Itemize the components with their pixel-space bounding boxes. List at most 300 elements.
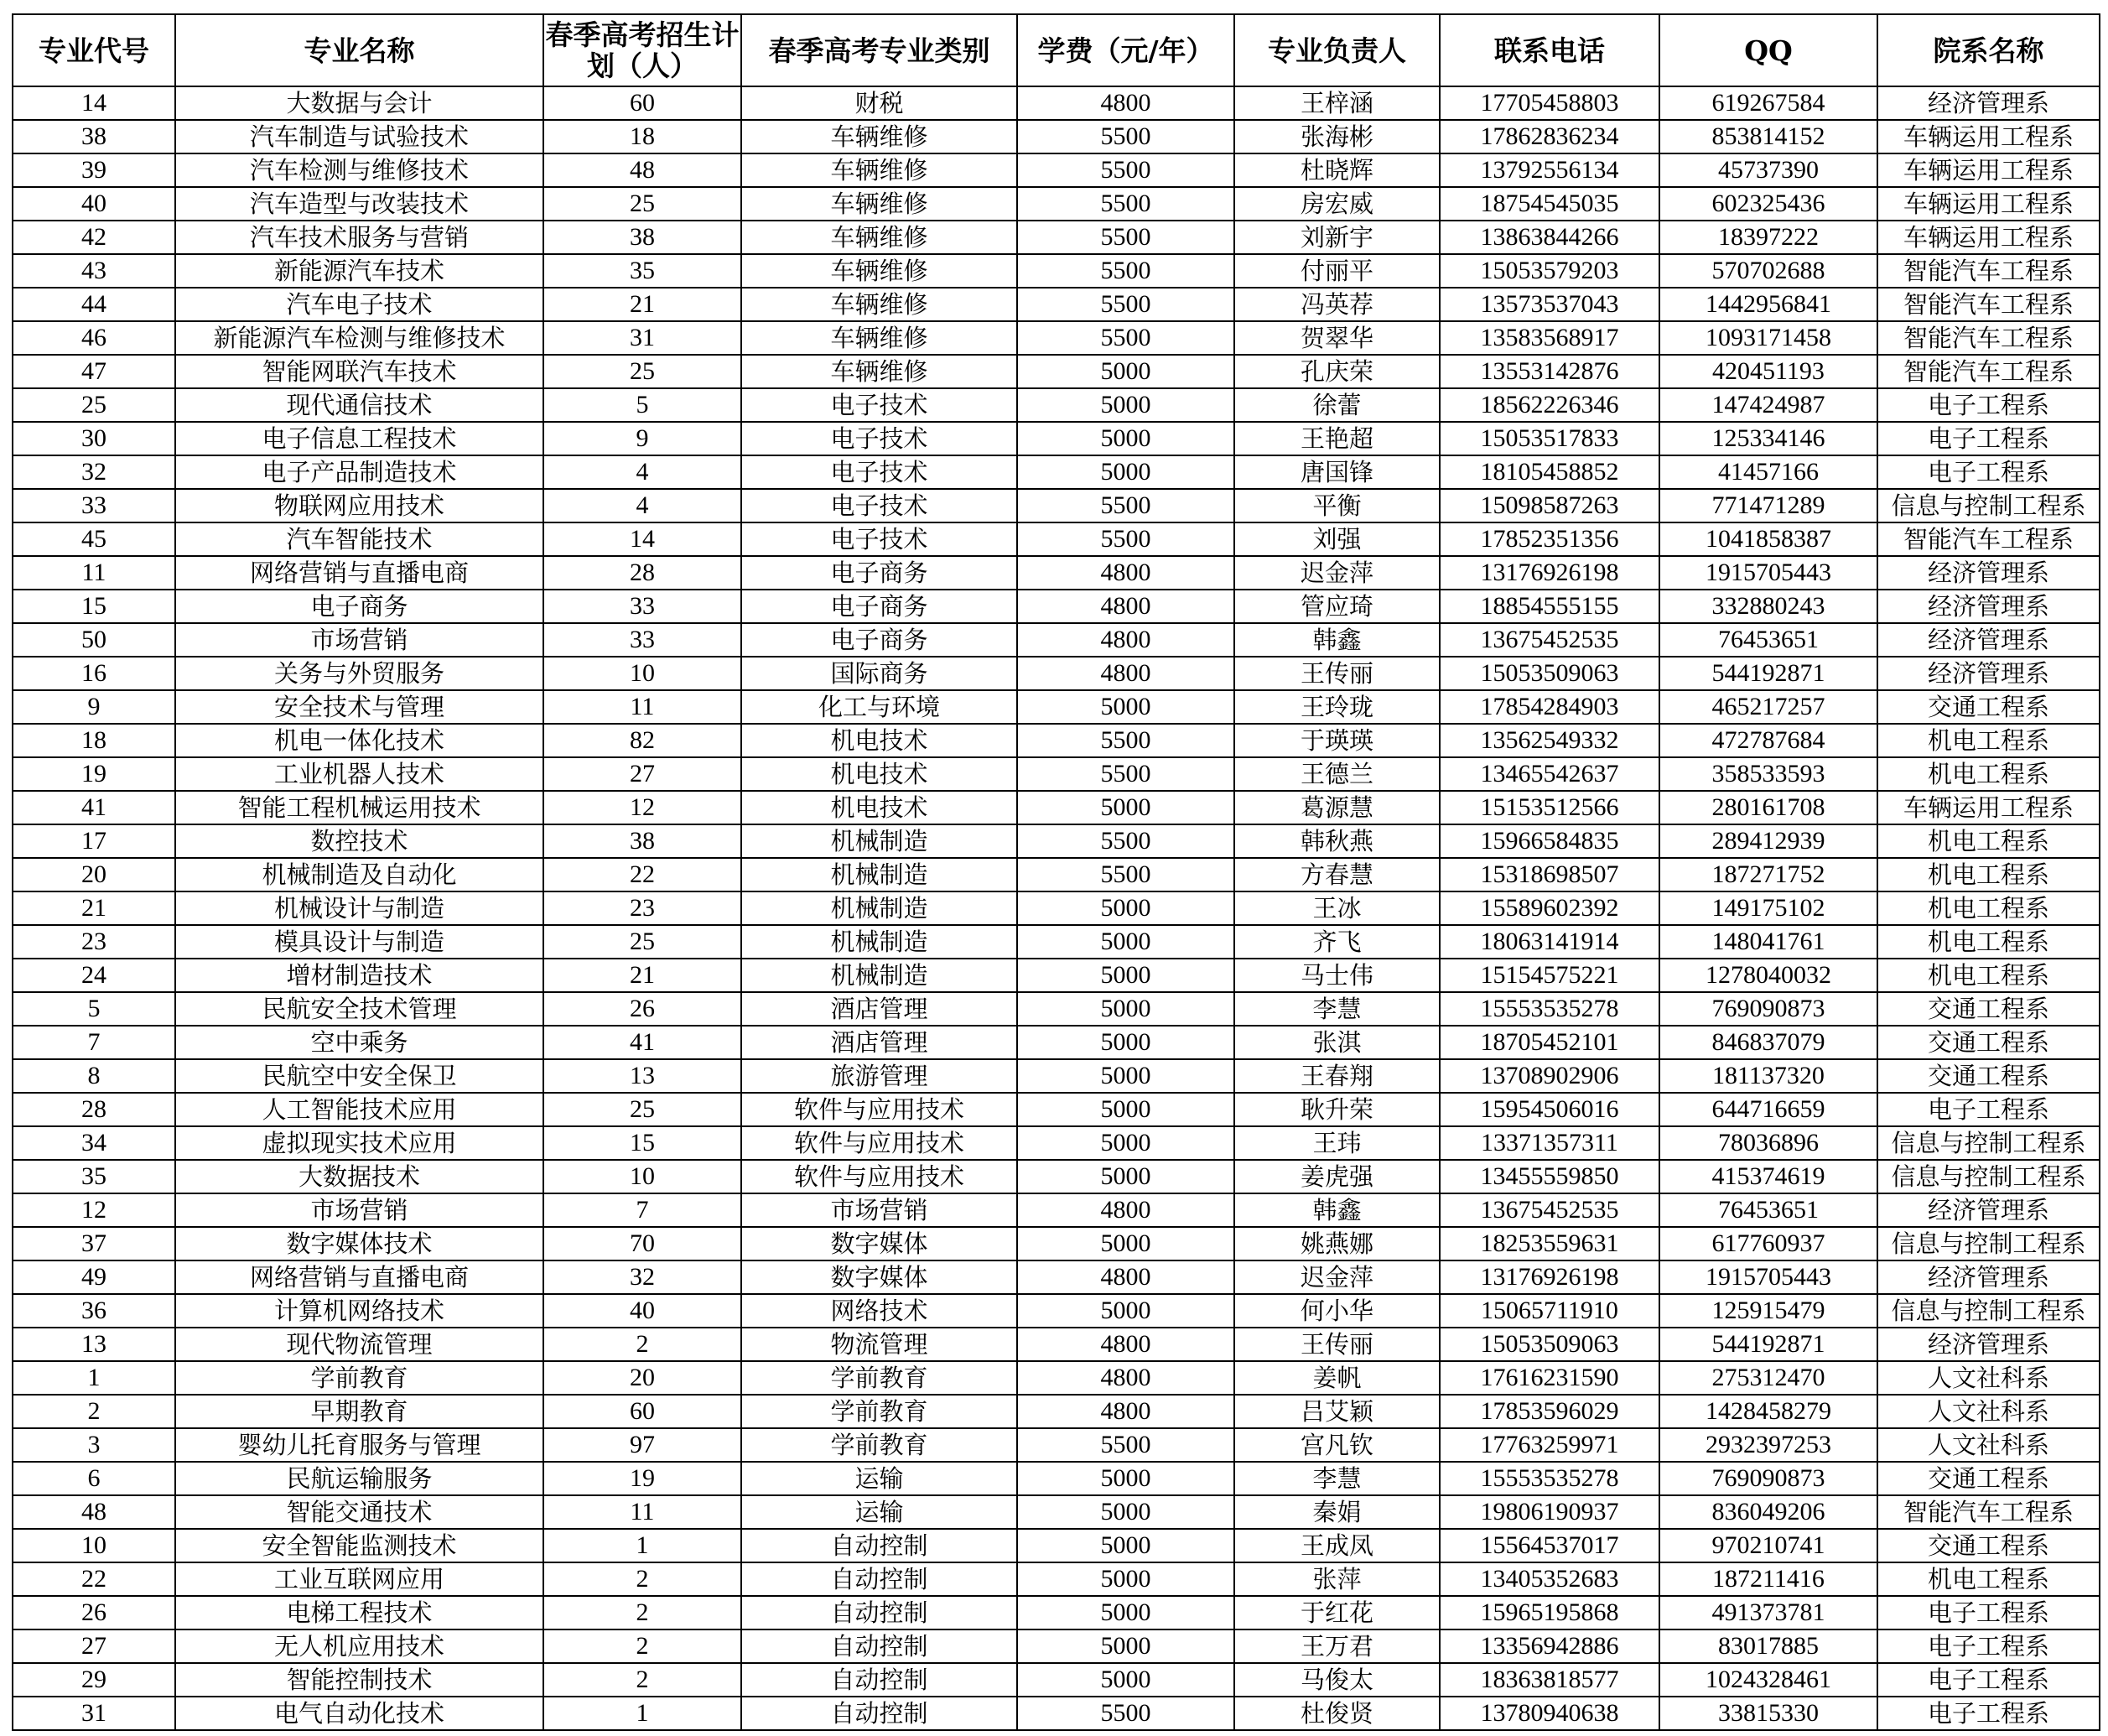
qq-cell: 148041761 [1659, 925, 1877, 959]
department-cell: 机电工程系 [1877, 891, 2100, 925]
category-cell: 车辆维修 [741, 355, 1017, 388]
category-cell: 物流管理 [741, 1328, 1017, 1361]
tuition-cell: 5500 [1017, 1697, 1234, 1730]
tuition-cell: 5000 [1017, 422, 1234, 455]
qq-cell: 45737390 [1659, 153, 1877, 187]
qq-cell: 644716659 [1659, 1093, 1877, 1126]
department-cell: 机电工程系 [1877, 1562, 2100, 1596]
enrollment-plan-cell: 70 [543, 1227, 741, 1260]
table-row [13, 891, 2100, 925]
major-code-cell: 18 [13, 724, 175, 757]
qq-cell: 147424987 [1659, 388, 1877, 422]
department-cell: 经济管理系 [1877, 556, 2100, 590]
tuition-cell: 5500 [1017, 254, 1234, 288]
category-cell: 自动控制 [741, 1529, 1017, 1562]
qq-cell: 771471289 [1659, 489, 1877, 522]
enrollment-plan-cell: 7 [543, 1193, 741, 1227]
qq-cell: 544192871 [1659, 657, 1877, 690]
major-name-cell: 早期教育 [175, 1395, 543, 1428]
header-tuition: 学费（元/年） [1017, 14, 1234, 86]
major-code-cell: 35 [13, 1160, 175, 1193]
enrollment-plan-cell: 11 [543, 690, 741, 724]
major-code-cell: 38 [13, 120, 175, 153]
category-cell: 车辆维修 [741, 187, 1017, 221]
major-name-cell: 电梯工程技术 [175, 1596, 543, 1629]
department-cell: 机电工程系 [1877, 925, 2100, 959]
department-cell: 经济管理系 [1877, 590, 2100, 623]
major-name-cell: 关务与外贸服务 [175, 657, 543, 690]
phone-cell: 13792556134 [1440, 153, 1659, 187]
department-cell: 机电工程系 [1877, 858, 2100, 891]
lead-cell: 李慧 [1234, 1462, 1440, 1495]
qq-cell: 617760937 [1659, 1227, 1877, 1260]
table-row [13, 455, 2100, 489]
major-name-cell: 人工智能技术应用 [175, 1093, 543, 1126]
category-cell: 车辆维修 [741, 221, 1017, 254]
major-code-cell: 17 [13, 824, 175, 858]
category-cell: 软件与应用技术 [741, 1160, 1017, 1193]
department-cell: 车辆运用工程系 [1877, 791, 2100, 824]
qq-cell: 970210741 [1659, 1529, 1877, 1562]
major-code-cell: 1 [13, 1361, 175, 1395]
enrollment-plan-cell: 10 [543, 1160, 741, 1193]
qq-cell: 465217257 [1659, 690, 1877, 724]
major-name-cell: 安全智能监测技术 [175, 1529, 543, 1562]
category-cell: 电子技术 [741, 422, 1017, 455]
category-cell: 车辆维修 [741, 153, 1017, 187]
major-name-cell: 汽车造型与改装技术 [175, 187, 543, 221]
enrollment-plan-cell: 48 [543, 153, 741, 187]
tuition-cell: 5000 [1017, 1462, 1234, 1495]
major-name-cell: 智能交通技术 [175, 1495, 543, 1529]
tuition-cell: 4800 [1017, 1193, 1234, 1227]
tuition-cell: 5000 [1017, 1629, 1234, 1663]
enrollment-plan-cell: 26 [543, 992, 741, 1026]
major-name-cell: 机械设计与制造 [175, 891, 543, 925]
department-cell: 电子工程系 [1877, 1663, 2100, 1697]
tuition-cell: 5500 [1017, 724, 1234, 757]
category-cell: 运输 [741, 1495, 1017, 1529]
major-code-cell: 31 [13, 1697, 175, 1730]
department-cell: 智能汽车工程系 [1877, 522, 2100, 556]
table-row [13, 925, 2100, 959]
lead-cell: 张萍 [1234, 1562, 1440, 1596]
qq-cell: 1915705443 [1659, 1260, 1877, 1294]
tuition-cell: 4800 [1017, 623, 1234, 657]
tuition-cell: 5000 [1017, 455, 1234, 489]
major-name-cell: 大数据技术 [175, 1160, 543, 1193]
major-name-cell: 工业互联网应用 [175, 1562, 543, 1596]
enrollment-plan-cell: 38 [543, 221, 741, 254]
category-cell: 学前教育 [741, 1428, 1017, 1462]
department-cell: 智能汽车工程系 [1877, 1495, 2100, 1529]
department-cell: 信息与控制工程系 [1877, 489, 2100, 522]
qq-cell: 332880243 [1659, 590, 1877, 623]
major-name-cell: 汽车智能技术 [175, 522, 543, 556]
table-row [13, 187, 2100, 221]
major-name-cell: 电子信息工程技术 [175, 422, 543, 455]
category-cell: 自动控制 [741, 1596, 1017, 1629]
lead-cell: 韩秋燕 [1234, 824, 1440, 858]
major-code-cell: 19 [13, 757, 175, 791]
major-code-cell: 3 [13, 1428, 175, 1462]
major-name-cell: 智能网联汽车技术 [175, 355, 543, 388]
table-row [13, 1361, 2100, 1395]
enrollment-plan-cell: 2 [543, 1663, 741, 1697]
qq-cell: 2932397253 [1659, 1428, 1877, 1462]
major-name-cell: 机械制造及自动化 [175, 858, 543, 891]
qq-cell: 472787684 [1659, 724, 1877, 757]
lead-cell: 王万君 [1234, 1629, 1440, 1663]
department-cell: 机电工程系 [1877, 959, 2100, 992]
department-cell: 经济管理系 [1877, 1260, 2100, 1294]
qq-cell: 769090873 [1659, 1462, 1877, 1495]
lead-cell: 管应琦 [1234, 590, 1440, 623]
table-row [13, 959, 2100, 992]
lead-cell: 马俊太 [1234, 1663, 1440, 1697]
major-code-cell: 45 [13, 522, 175, 556]
major-name-cell: 现代物流管理 [175, 1328, 543, 1361]
qq-cell: 602325436 [1659, 187, 1877, 221]
phone-cell: 18854555155 [1440, 590, 1659, 623]
department-cell: 交通工程系 [1877, 1462, 2100, 1495]
lead-cell: 姚燕娜 [1234, 1227, 1440, 1260]
enrollment-plan-cell: 22 [543, 858, 741, 891]
major-name-cell: 工业机器人技术 [175, 757, 543, 791]
department-cell: 经济管理系 [1877, 1328, 2100, 1361]
table-body [13, 86, 2100, 1730]
major-code-cell: 22 [13, 1562, 175, 1596]
tuition-cell: 5500 [1017, 1428, 1234, 1462]
major-code-cell: 26 [13, 1596, 175, 1629]
table-row [13, 757, 2100, 791]
qq-cell: 125334146 [1659, 422, 1877, 455]
category-cell: 旅游管理 [741, 1059, 1017, 1093]
table-header [13, 14, 2100, 86]
qq-cell: 619267584 [1659, 86, 1877, 120]
tuition-cell: 5000 [1017, 690, 1234, 724]
enrollment-plan-cell: 23 [543, 891, 741, 925]
category-cell: 国际商务 [741, 657, 1017, 690]
department-cell: 经济管理系 [1877, 623, 2100, 657]
qq-cell: 846837079 [1659, 1026, 1877, 1059]
lead-cell: 王玮 [1234, 1126, 1440, 1160]
enrollment-plan-cell: 13 [543, 1059, 741, 1093]
tuition-cell: 4800 [1017, 1361, 1234, 1395]
table-row [13, 1126, 2100, 1160]
lead-cell: 迟金萍 [1234, 1260, 1440, 1294]
lead-cell: 冯英荐 [1234, 288, 1440, 321]
table-row [13, 422, 2100, 455]
tuition-cell: 5500 [1017, 153, 1234, 187]
tuition-cell: 5500 [1017, 221, 1234, 254]
phone-cell: 15098587263 [1440, 489, 1659, 522]
qq-cell: 76453651 [1659, 1193, 1877, 1227]
table-row [13, 724, 2100, 757]
lead-cell: 贺翠华 [1234, 321, 1440, 355]
category-cell: 软件与应用技术 [741, 1126, 1017, 1160]
table-row [13, 1629, 2100, 1663]
tuition-cell: 5000 [1017, 355, 1234, 388]
major-code-cell: 10 [13, 1529, 175, 1562]
enrollment-plan-cell: 12 [543, 791, 741, 824]
major-name-cell: 市场营销 [175, 623, 543, 657]
lead-cell: 刘强 [1234, 522, 1440, 556]
table-row [13, 556, 2100, 590]
tuition-cell: 5000 [1017, 1495, 1234, 1529]
lead-cell: 杜晓辉 [1234, 153, 1440, 187]
enrollment-plan-cell: 4 [543, 489, 741, 522]
tuition-cell: 5000 [1017, 1126, 1234, 1160]
enrollment-plan-cell: 15 [543, 1126, 741, 1160]
category-cell: 机械制造 [741, 959, 1017, 992]
major-name-cell: 增材制造技术 [175, 959, 543, 992]
tuition-cell: 5000 [1017, 959, 1234, 992]
qq-cell: 1093171458 [1659, 321, 1877, 355]
enrollment-plan-cell: 38 [543, 824, 741, 858]
tuition-cell: 5000 [1017, 791, 1234, 824]
tuition-cell: 4800 [1017, 556, 1234, 590]
lead-cell: 宫凡钦 [1234, 1428, 1440, 1462]
tuition-cell: 5000 [1017, 1529, 1234, 1562]
major-code-cell: 12 [13, 1193, 175, 1227]
table-row [13, 1562, 2100, 1596]
tuition-cell: 5000 [1017, 1562, 1234, 1596]
qq-cell: 41457166 [1659, 455, 1877, 489]
major-code-cell: 33 [13, 489, 175, 522]
lead-cell: 徐蕾 [1234, 388, 1440, 422]
department-cell: 智能汽车工程系 [1877, 288, 2100, 321]
department-cell: 车辆运用工程系 [1877, 120, 2100, 153]
phone-cell: 13465542637 [1440, 757, 1659, 791]
major-code-cell: 30 [13, 422, 175, 455]
phone-cell: 15589602392 [1440, 891, 1659, 925]
enrollment-plan-cell: 82 [543, 724, 741, 757]
table-row [13, 1260, 2100, 1294]
header-department: 院系名称 [1877, 14, 2100, 86]
enrollment-plan-cell: 10 [543, 657, 741, 690]
phone-cell: 15065711910 [1440, 1294, 1659, 1328]
major-name-cell: 数控技术 [175, 824, 543, 858]
qq-cell: 358533593 [1659, 757, 1877, 791]
table-row [13, 321, 2100, 355]
qq-cell: 415374619 [1659, 1160, 1877, 1193]
major-name-cell: 新能源汽车技术 [175, 254, 543, 288]
category-cell: 自动控制 [741, 1562, 1017, 1596]
major-name-cell: 电气自动化技术 [175, 1697, 543, 1730]
tuition-cell: 5000 [1017, 1093, 1234, 1126]
table-row [13, 1328, 2100, 1361]
department-cell: 电子工程系 [1877, 1596, 2100, 1629]
lead-cell: 秦娟 [1234, 1495, 1440, 1529]
major-name-cell: 新能源汽车检测与维修技术 [175, 321, 543, 355]
phone-cell: 15965195868 [1440, 1596, 1659, 1629]
category-cell: 机械制造 [741, 858, 1017, 891]
tuition-cell: 5000 [1017, 1160, 1234, 1193]
major-code-cell: 42 [13, 221, 175, 254]
department-cell: 电子工程系 [1877, 1093, 2100, 1126]
table-row [13, 623, 2100, 657]
enrollment-plan-cell: 21 [543, 288, 741, 321]
tuition-cell: 4800 [1017, 1395, 1234, 1428]
phone-cell: 17852351356 [1440, 522, 1659, 556]
tuition-cell: 5500 [1017, 187, 1234, 221]
tuition-cell: 5000 [1017, 1596, 1234, 1629]
phone-cell: 17862836234 [1440, 120, 1659, 153]
table-row [13, 1294, 2100, 1328]
major-name-cell: 无人机应用技术 [175, 1629, 543, 1663]
phone-cell: 13675452535 [1440, 623, 1659, 657]
department-cell: 交通工程系 [1877, 690, 2100, 724]
table-row [13, 1160, 2100, 1193]
qq-cell: 18397222 [1659, 221, 1877, 254]
phone-cell: 13562549332 [1440, 724, 1659, 757]
category-cell: 电子技术 [741, 388, 1017, 422]
table-row [13, 1529, 2100, 1562]
major-code-cell: 27 [13, 1629, 175, 1663]
category-cell: 自动控制 [741, 1697, 1017, 1730]
tuition-cell: 5500 [1017, 288, 1234, 321]
lead-cell: 姜帆 [1234, 1361, 1440, 1395]
category-cell: 学前教育 [741, 1395, 1017, 1428]
tuition-cell: 5500 [1017, 489, 1234, 522]
lead-cell: 王梓涵 [1234, 86, 1440, 120]
tuition-cell: 5500 [1017, 757, 1234, 791]
category-cell: 电子技术 [741, 489, 1017, 522]
category-cell: 酒店管理 [741, 992, 1017, 1026]
major-code-cell: 9 [13, 690, 175, 724]
phone-cell: 18754545035 [1440, 187, 1659, 221]
department-cell: 交通工程系 [1877, 1529, 2100, 1562]
category-cell: 机电技术 [741, 757, 1017, 791]
enrollment-plan-cell: 25 [543, 187, 741, 221]
phone-cell: 13356942886 [1440, 1629, 1659, 1663]
department-cell: 车辆运用工程系 [1877, 153, 2100, 187]
enrollment-plan-cell: 9 [543, 422, 741, 455]
table-row [13, 221, 2100, 254]
category-cell: 电子商务 [741, 623, 1017, 657]
major-code-cell: 15 [13, 590, 175, 623]
table-row [13, 590, 2100, 623]
table-row [13, 1428, 2100, 1462]
header-phone: 联系电话 [1440, 14, 1659, 86]
qq-cell: 181137320 [1659, 1059, 1877, 1093]
header-lead: 专业负责人 [1234, 14, 1440, 86]
major-code-cell: 36 [13, 1294, 175, 1328]
major-name-cell: 民航空中安全保卫 [175, 1059, 543, 1093]
qq-cell: 149175102 [1659, 891, 1877, 925]
category-cell: 机械制造 [741, 824, 1017, 858]
enrollment-plan-cell: 33 [543, 623, 741, 657]
phone-cell: 15564537017 [1440, 1529, 1659, 1562]
qq-cell: 83017885 [1659, 1629, 1877, 1663]
header-category: 春季高考专业类别 [741, 14, 1017, 86]
qq-cell: 1442956841 [1659, 288, 1877, 321]
phone-cell: 15153512566 [1440, 791, 1659, 824]
major-code-cell: 14 [13, 86, 175, 120]
phone-cell: 17705458803 [1440, 86, 1659, 120]
department-cell: 电子工程系 [1877, 1697, 2100, 1730]
qq-cell: 275312470 [1659, 1361, 1877, 1395]
enrollment-plan-cell: 18 [543, 120, 741, 153]
tuition-cell: 4800 [1017, 86, 1234, 120]
lead-cell: 于瑛瑛 [1234, 724, 1440, 757]
enrollment-plan-cell: 31 [543, 321, 741, 355]
major-code-cell: 20 [13, 858, 175, 891]
major-code-cell: 39 [13, 153, 175, 187]
phone-cell: 15318698507 [1440, 858, 1659, 891]
table-row [13, 153, 2100, 187]
tuition-cell: 5500 [1017, 522, 1234, 556]
phone-cell: 13583568917 [1440, 321, 1659, 355]
lead-cell: 葛源慧 [1234, 791, 1440, 824]
lead-cell: 吕艾颖 [1234, 1395, 1440, 1428]
phone-cell: 13780940638 [1440, 1697, 1659, 1730]
major-name-cell: 汽车电子技术 [175, 288, 543, 321]
major-code-cell: 41 [13, 791, 175, 824]
major-name-cell: 虚拟现实技术应用 [175, 1126, 543, 1160]
qq-cell: 836049206 [1659, 1495, 1877, 1529]
major-code-cell: 48 [13, 1495, 175, 1529]
category-cell: 运输 [741, 1462, 1017, 1495]
major-name-cell: 机电一体化技术 [175, 724, 543, 757]
table-row [13, 1596, 2100, 1629]
major-code-cell: 46 [13, 321, 175, 355]
department-cell: 经济管理系 [1877, 657, 2100, 690]
tuition-cell: 5500 [1017, 858, 1234, 891]
category-cell: 化工与环境 [741, 690, 1017, 724]
qq-cell: 1024328461 [1659, 1663, 1877, 1697]
lead-cell: 王春翔 [1234, 1059, 1440, 1093]
category-cell: 机械制造 [741, 925, 1017, 959]
department-cell: 信息与控制工程系 [1877, 1227, 2100, 1260]
qq-cell: 1428458279 [1659, 1395, 1877, 1428]
enrollment-plan-cell: 20 [543, 1361, 741, 1395]
table-row [13, 254, 2100, 288]
tuition-cell: 5000 [1017, 388, 1234, 422]
major-code-cell: 28 [13, 1093, 175, 1126]
tuition-cell: 5000 [1017, 1294, 1234, 1328]
major-code-cell: 7 [13, 1026, 175, 1059]
enrollment-plan-cell: 2 [543, 1562, 741, 1596]
phone-cell: 15553535278 [1440, 1462, 1659, 1495]
major-name-cell: 计算机网络技术 [175, 1294, 543, 1328]
category-cell: 机械制造 [741, 891, 1017, 925]
lead-cell: 何小华 [1234, 1294, 1440, 1328]
enrollment-plan-cell: 19 [543, 1462, 741, 1495]
major-name-cell: 物联网应用技术 [175, 489, 543, 522]
lead-cell: 耿升荣 [1234, 1093, 1440, 1126]
enrollment-plan-cell: 25 [543, 355, 741, 388]
phone-cell: 13455559850 [1440, 1160, 1659, 1193]
qq-cell: 187211416 [1659, 1562, 1877, 1596]
qq-cell: 570702688 [1659, 254, 1877, 288]
lead-cell: 王传丽 [1234, 657, 1440, 690]
phone-cell: 17854284903 [1440, 690, 1659, 724]
phone-cell: 13371357311 [1440, 1126, 1659, 1160]
major-name-cell: 现代通信技术 [175, 388, 543, 422]
enrollment-plan-cell: 27 [543, 757, 741, 791]
header-code: 专业代号 [13, 14, 175, 86]
major-name-cell: 网络营销与直播电商 [175, 1260, 543, 1294]
phone-cell: 17616231590 [1440, 1361, 1659, 1395]
qq-cell: 187271752 [1659, 858, 1877, 891]
tuition-cell: 5000 [1017, 891, 1234, 925]
lead-cell: 平衡 [1234, 489, 1440, 522]
enrollment-plan-cell: 4 [543, 455, 741, 489]
major-code-cell: 21 [13, 891, 175, 925]
major-name-cell: 智能工程机械运用技术 [175, 791, 543, 824]
